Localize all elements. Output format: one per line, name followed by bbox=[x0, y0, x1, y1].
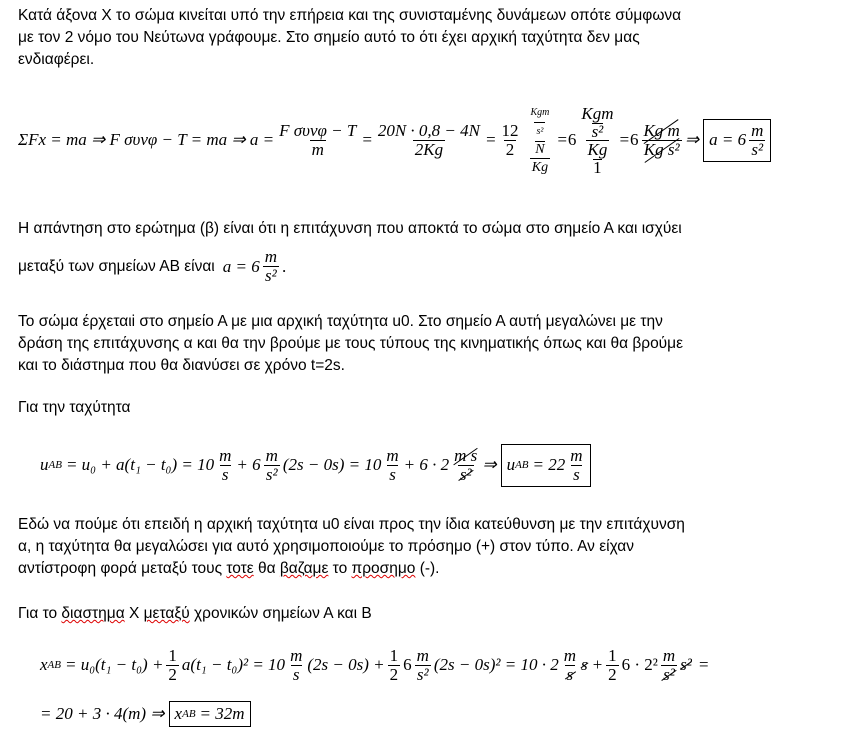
answer-text: μεταξύ των σημείων ΑΒ είναι bbox=[18, 257, 215, 275]
vel-result-sub: AB bbox=[515, 459, 529, 471]
frac-num: m bbox=[386, 445, 399, 465]
vel-result: = 22 bbox=[532, 455, 566, 474]
eq-six: 6 bbox=[629, 130, 639, 149]
dist-eq: = bbox=[697, 655, 710, 674]
frac-den: s bbox=[221, 464, 229, 484]
eq-force-compound-frac bbox=[579, 105, 615, 176]
dist-result: = 32m bbox=[199, 704, 245, 723]
vel-lhs: u bbox=[40, 455, 49, 474]
equation-distance-line1 bbox=[40, 640, 709, 690]
dist-sub: AB bbox=[47, 659, 61, 671]
frac-den: s bbox=[566, 664, 574, 684]
vel-paren: (2s − 0s) = 10 bbox=[282, 455, 382, 474]
frac-num: m bbox=[290, 645, 303, 665]
frac-num: m bbox=[751, 120, 764, 140]
dist-paren2: (2s − 0s)² = 10 · 2 bbox=[433, 655, 559, 674]
dist-plus: + bbox=[591, 655, 604, 674]
eq-six: 6 bbox=[567, 130, 577, 149]
dist-paren: (2s − 0s) + bbox=[307, 655, 385, 674]
vel-plus62: + 6 · 2 bbox=[403, 455, 450, 474]
frac-den: s² bbox=[591, 121, 604, 141]
frac-den: Kg bbox=[531, 159, 549, 175]
text-span: χρονικών σημείων Α και Β bbox=[189, 605, 372, 622]
frac-den: s² bbox=[459, 464, 472, 484]
frac-den: s bbox=[292, 664, 300, 684]
frac-num: m s bbox=[454, 445, 478, 465]
accel-lhs: a = 6 bbox=[222, 256, 260, 276]
text-span: Για το bbox=[18, 605, 62, 622]
vel-sub: AB bbox=[48, 459, 62, 471]
frac-den: s² bbox=[663, 664, 675, 684]
eq-force-frac-12-2 bbox=[499, 122, 520, 159]
spell-error-word: βαζαμε bbox=[279, 560, 329, 577]
frac-den: s² bbox=[265, 266, 277, 285]
paragraph-motion-line1: Το σώμα έρχεταιi στο σημείο Α με μια αρχική ταχύτητα u0. Στο σημείο Α αυτή μεγαλώνει με την bbox=[18, 313, 663, 330]
frac-den: 2Kg bbox=[414, 139, 444, 159]
frac-den: s² bbox=[265, 464, 278, 484]
frac-num: Kg bbox=[587, 139, 608, 159]
equation-velocity: u AB = u₀ + a(t₁ − t₀) = 10 $\frac{m}{s}$ + 6 $\frac{m}{\text{s²}}$ (2s − 0s) = 10 $\frac{m}{s}$ + 6 · 2 $\frac{\text{m s}}{\text{s²}}$ ⇒ u AB = 22 $\frac{m}{s}$ bbox=[40, 440, 591, 490]
frac-den: s bbox=[573, 464, 580, 484]
text-span: αντίστροφη φορά μεταξύ τους bbox=[18, 560, 227, 577]
vel-plus6: + 6 bbox=[236, 455, 261, 474]
dist-s-strike: s bbox=[581, 655, 588, 674]
paragraph-answer-line1: Η απάντηση στο ερώτημα (β) είναι ότι η επιτάχυνση που αποκτά το σώμα στο σημείο Α και ισχύει bbox=[18, 220, 682, 237]
frac-num: m bbox=[264, 247, 278, 266]
spell-error-word: προσημο bbox=[351, 560, 416, 577]
eq-force-frac1 bbox=[277, 122, 358, 159]
frac-den: 2 bbox=[168, 664, 177, 684]
frac-den: Kg s² bbox=[643, 139, 680, 159]
frac-den: m bbox=[311, 139, 324, 159]
frac-den: s² bbox=[751, 139, 764, 159]
frac-den: 2 bbox=[389, 664, 399, 684]
frac-num: 1 bbox=[608, 645, 617, 665]
vel-rhs1: = u₀ + a(t₁ − t₀) = 10 bbox=[65, 455, 215, 474]
frac-den: 2 bbox=[505, 139, 515, 159]
result-lhs: a = 6 bbox=[709, 130, 747, 149]
dist-line2: = 20 + 3 · 4(m) ⇒ bbox=[40, 704, 165, 723]
dist-lhs: x bbox=[40, 655, 48, 674]
frac-num: Kgm bbox=[581, 103, 614, 123]
spell-error-word: τοτε bbox=[226, 560, 254, 577]
eq-distance-result-box bbox=[169, 701, 251, 727]
dist-s2-strike: s² bbox=[680, 655, 692, 674]
eq-velocity-result-box bbox=[501, 444, 591, 487]
paragraph-motion-line3: και το διάστημα που θα διανύσει σε χρόνο t=2s. bbox=[18, 357, 345, 374]
frac-den: s bbox=[389, 464, 396, 484]
equation-newton-second-law: ΣFx = ma ⇒ F συνφ − T = ma ⇒ a = $\frac{\text{F συνφ − T}}{m}$ = $\frac{20N \cdot 0,8 - 4N}{2Kg}$ = $\frac{12}{2}$ $\frac{\text{Kgm}}{\text{s²}}$ N Kg = 6 Kgm s² $\frac{Kg}{1}$ = 6 $\frac{\text{Kg m}}{\text{Kg s²}}$ ⇒ a = 6 $\frac{m}{\text{s²}}$ bbox=[18, 100, 771, 180]
paragraph-intro-line3: ενδιαφέρει. bbox=[18, 51, 95, 68]
frac-num: F συνφ − T bbox=[279, 120, 357, 140]
paragraph-sign-line1: Εδώ να πούμε ότι επειδή η αρχική ταχύτητα u0 είναι προς την ίδια κατεύθυνση με την επιτάχυνση bbox=[18, 516, 685, 533]
paragraph-sign-line3 bbox=[18, 558, 440, 580]
frac-num: 1 bbox=[168, 645, 177, 665]
frac-num: m bbox=[219, 445, 232, 465]
spell-error-word: διαστημα bbox=[61, 605, 125, 622]
eq-force-unit-frac bbox=[526, 104, 553, 177]
frac-den: s² bbox=[416, 664, 429, 684]
text-span: (-). bbox=[415, 560, 440, 577]
text-span: θα bbox=[253, 560, 280, 577]
eq-force-frac2 bbox=[376, 122, 482, 159]
eq-accel-inline: a = 6 $\frac{m}{\text{s²}}$ . bbox=[222, 247, 287, 285]
frac-num: m bbox=[570, 445, 583, 465]
text-span: Χ bbox=[124, 605, 144, 622]
eq-force-result-box bbox=[703, 119, 771, 162]
frac-num: 1 bbox=[389, 645, 399, 665]
frac-num: m bbox=[563, 645, 576, 665]
vel-result-u: u bbox=[506, 455, 516, 474]
dist-rhs2: a(t₁ − t₀)² = 10 bbox=[181, 655, 286, 674]
dist-result-x: x bbox=[174, 704, 183, 723]
unit-n: N bbox=[535, 141, 545, 157]
spell-error-word: μεταξύ bbox=[143, 605, 190, 622]
paragraph-velocity-heading: Για την ταχύτητα bbox=[18, 399, 131, 416]
equation-distance-line2 bbox=[40, 698, 251, 730]
paragraph-distance-heading bbox=[18, 603, 372, 625]
paragraph-answer-line2 bbox=[18, 248, 286, 285]
dist-six: 6 bbox=[403, 655, 412, 674]
paragraph-sign-line2: α, η ταχύτητα θα μεγαλώσει για αυτό χρησιμοποιούμε το πρόσημο (+) στον τύπο. Αν είχαν bbox=[18, 538, 635, 555]
frac-num: m bbox=[416, 645, 429, 665]
text-span: το bbox=[328, 560, 352, 577]
eq-force-cancel-frac bbox=[641, 122, 681, 159]
dist-six22: 6 · 2² bbox=[621, 655, 658, 674]
paragraph-intro-line1: Κατά άξονα Χ το σώμα κινείται υπό την επήρεια και της συνισταμένης δυνάμεων οπότε σύμφωνα bbox=[18, 7, 682, 24]
dist-rhs1: = u₀(t₁ − t₀) + bbox=[65, 655, 164, 674]
frac-num: Kgm bbox=[530, 106, 550, 118]
frac-num: m bbox=[662, 645, 676, 665]
frac-num: 12 bbox=[501, 120, 519, 140]
paragraph-motion-line2: δράση της επιτάχυνσης α και θα την βρούμε με τους τύπους της κινηματικής όπως και θα βρούμε bbox=[18, 335, 684, 352]
paragraph-intro-line2: με τον 2 νόμο του Νεύτωνα γράφουμε. Στο σημείο αυτό το ότι έχει αρχική ταχύτητα δεν μας bbox=[18, 29, 640, 46]
frac-den: 2 bbox=[608, 664, 617, 684]
frac-den: 1 bbox=[593, 157, 602, 177]
frac-num: m bbox=[265, 445, 278, 465]
dist-result-sub: AB bbox=[182, 708, 196, 720]
frac-den: s² bbox=[534, 122, 545, 141]
eq-force-lhs: ΣFx = ma ⇒ F συνφ − T = ma ⇒ a = bbox=[18, 130, 275, 149]
frac-num: 20N · 0,8 − 4N bbox=[377, 120, 480, 140]
frac-num: Kg m bbox=[643, 120, 680, 140]
